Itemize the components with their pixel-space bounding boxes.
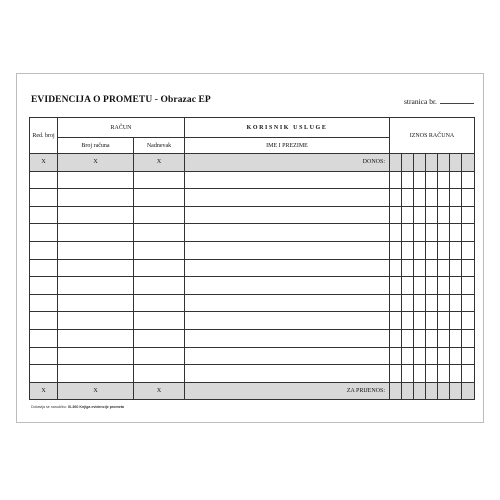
header-broj-racuna: Broj računa	[58, 138, 134, 154]
table-row	[30, 206, 475, 224]
amount-cell[interactable]	[414, 206, 426, 224]
amount-cell[interactable]	[426, 365, 438, 383]
donos-amount-cell[interactable]	[450, 154, 462, 172]
donos-x-broj: X	[58, 154, 134, 172]
ime-prezime-cell[interactable]	[185, 189, 390, 207]
amount-cell[interactable]	[438, 312, 450, 330]
amount-cell[interactable]	[402, 277, 414, 295]
amount-cell[interactable]	[402, 224, 414, 242]
amount-cell[interactable]	[450, 294, 462, 312]
amount-cell[interactable]	[462, 347, 475, 365]
record-table	[29, 117, 475, 400]
amount-cell[interactable]	[462, 312, 475, 330]
header-iznos-racuna: IZNOS RAČUNA	[390, 118, 475, 154]
amount-cell[interactable]	[450, 171, 462, 189]
amount-cell[interactable]	[426, 224, 438, 242]
amount-cell[interactable]	[414, 171, 426, 189]
ime-prezime-cell[interactable]	[185, 329, 390, 347]
amount-cell[interactable]	[426, 277, 438, 295]
footnote-prefix: Dobavlja se narudžbu:	[31, 405, 67, 409]
table-row	[30, 189, 475, 207]
prijenos-row	[30, 382, 475, 400]
amount-cell[interactable]	[414, 241, 426, 259]
red-broj-cell[interactable]	[30, 347, 58, 365]
donos-amount-cell[interactable]	[426, 154, 438, 172]
amount-cell[interactable]	[402, 294, 414, 312]
broj-racuna-cell[interactable]	[58, 347, 134, 365]
amount-cell[interactable]	[402, 259, 414, 277]
broj-racuna-cell[interactable]	[58, 171, 134, 189]
broj-racuna-cell[interactable]	[58, 224, 134, 242]
nadnevak-cell[interactable]	[134, 312, 185, 330]
amount-cell[interactable]	[402, 241, 414, 259]
amount-cell[interactable]	[462, 206, 475, 224]
header-red-broj: Red. broj	[30, 118, 58, 154]
amount-cell[interactable]	[390, 277, 402, 295]
prijenos-x-red: X	[30, 382, 58, 400]
nadnevak-cell[interactable]	[134, 171, 185, 189]
amount-cell[interactable]	[390, 206, 402, 224]
table-row	[30, 171, 475, 189]
nadnevak-cell[interactable]	[134, 294, 185, 312]
donos-amount-cell[interactable]	[414, 154, 426, 172]
amount-cell[interactable]	[462, 365, 475, 383]
amount-cell[interactable]	[414, 294, 426, 312]
entry-rows	[30, 171, 475, 382]
amount-cell[interactable]	[438, 189, 450, 207]
nadnevak-cell[interactable]	[134, 224, 185, 242]
amount-cell[interactable]	[390, 347, 402, 365]
red-broj-cell[interactable]	[30, 365, 58, 383]
broj-racuna-cell[interactable]	[58, 241, 134, 259]
donos-amount-cell[interactable]	[438, 154, 450, 172]
nadnevak-cell[interactable]	[134, 206, 185, 224]
donos-x-nadnevak: X	[134, 154, 185, 172]
red-broj-cell[interactable]	[30, 277, 58, 295]
red-broj-cell[interactable]	[30, 224, 58, 242]
amount-cell[interactable]	[462, 224, 475, 242]
amount-cell[interactable]	[426, 241, 438, 259]
red-broj-cell[interactable]	[30, 294, 58, 312]
red-broj-cell[interactable]	[30, 189, 58, 207]
table-row	[30, 312, 475, 330]
amount-cell[interactable]	[390, 294, 402, 312]
amount-cell[interactable]	[426, 294, 438, 312]
broj-racuna-cell[interactable]	[58, 329, 134, 347]
nadnevak-cell[interactable]	[134, 241, 185, 259]
ime-prezime-cell[interactable]	[185, 241, 390, 259]
amount-cell[interactable]	[426, 171, 438, 189]
broj-racuna-cell[interactable]	[58, 312, 134, 330]
table-row	[30, 241, 475, 259]
footnote	[31, 405, 124, 409]
prijenos-amount-cell[interactable]	[414, 382, 426, 400]
amount-cell[interactable]	[462, 241, 475, 259]
amount-cell[interactable]	[462, 277, 475, 295]
amount-cell[interactable]	[414, 189, 426, 207]
ime-prezime-cell[interactable]	[185, 365, 390, 383]
amount-cell[interactable]	[390, 259, 402, 277]
amount-cell[interactable]	[438, 241, 450, 259]
amount-cell[interactable]	[414, 365, 426, 383]
amount-cell[interactable]	[426, 206, 438, 224]
donos-amount-cell[interactable]	[402, 154, 414, 172]
header-ime-prezime: IME I PREZIME	[185, 138, 390, 154]
prijenos-amount-cell[interactable]	[402, 382, 414, 400]
donos-amount-cell[interactable]	[390, 154, 402, 172]
table-row	[30, 365, 475, 383]
amount-cell[interactable]	[426, 189, 438, 207]
amount-cell[interactable]	[450, 241, 462, 259]
amount-cell[interactable]	[390, 224, 402, 242]
amount-cell[interactable]	[438, 224, 450, 242]
amount-cell[interactable]	[450, 277, 462, 295]
ime-prezime-cell[interactable]	[185, 312, 390, 330]
amount-cell[interactable]	[402, 206, 414, 224]
header-korisnik-usluge: KORISNIK USLUGE	[185, 118, 390, 138]
broj-racuna-cell[interactable]	[58, 189, 134, 207]
prijenos-x-broj: X	[58, 382, 134, 400]
donos-x-red: X	[30, 154, 58, 172]
amount-cell[interactable]	[438, 171, 450, 189]
amount-cell[interactable]	[390, 312, 402, 330]
prijenos-x-nadnevak: X	[134, 382, 185, 400]
broj-racuna-cell[interactable]	[58, 365, 134, 383]
table-row	[30, 224, 475, 242]
amount-cell[interactable]	[426, 347, 438, 365]
ime-prezime-cell[interactable]	[185, 294, 390, 312]
amount-cell[interactable]	[450, 347, 462, 365]
amount-cell[interactable]	[414, 259, 426, 277]
amount-cell[interactable]	[402, 329, 414, 347]
prijenos-amount-cell[interactable]	[426, 382, 438, 400]
nadnevak-cell[interactable]	[134, 277, 185, 295]
header-racun: RAČUN	[58, 118, 185, 138]
ime-prezime-cell[interactable]	[185, 259, 390, 277]
nadnevak-cell[interactable]	[134, 365, 185, 383]
amount-cell[interactable]	[426, 312, 438, 330]
amount-cell[interactable]	[450, 259, 462, 277]
amount-cell[interactable]	[438, 365, 450, 383]
broj-racuna-cell[interactable]	[58, 277, 134, 295]
amount-cell[interactable]	[390, 171, 402, 189]
amount-cell[interactable]	[438, 329, 450, 347]
amount-cell[interactable]	[450, 365, 462, 383]
page-number-label: stranica br.	[404, 97, 437, 106]
amount-cell[interactable]	[450, 312, 462, 330]
donos-row	[30, 154, 475, 172]
amount-cell[interactable]	[450, 206, 462, 224]
amount-cell[interactable]	[462, 294, 475, 312]
donos-label: DONOS:	[185, 154, 390, 172]
amount-cell[interactable]	[414, 312, 426, 330]
donos-amount-cell[interactable]	[462, 154, 475, 172]
amount-cell[interactable]	[402, 365, 414, 383]
prijenos-amount-cell[interactable]	[462, 382, 475, 400]
prijenos-amount-cell[interactable]	[438, 382, 450, 400]
red-broj-cell[interactable]	[30, 329, 58, 347]
ime-prezime-cell[interactable]	[185, 206, 390, 224]
broj-racuna-cell[interactable]	[58, 294, 134, 312]
page-number-blank[interactable]	[440, 96, 474, 104]
nadnevak-cell[interactable]	[134, 347, 185, 365]
amount-cell[interactable]	[462, 259, 475, 277]
amount-cell[interactable]	[450, 329, 462, 347]
amount-cell[interactable]	[414, 277, 426, 295]
broj-racuna-cell[interactable]	[58, 259, 134, 277]
red-broj-cell[interactable]	[30, 171, 58, 189]
nadnevak-cell[interactable]	[134, 259, 185, 277]
amount-cell[interactable]	[438, 277, 450, 295]
amount-cell[interactable]	[402, 189, 414, 207]
table-row	[30, 294, 475, 312]
prijenos-amount-cell[interactable]	[390, 382, 402, 400]
table-row	[30, 259, 475, 277]
header-nadnevak: Nadnevak	[134, 138, 185, 154]
table-row	[30, 329, 475, 347]
ime-prezime-cell[interactable]	[185, 224, 390, 242]
page-number-field	[404, 96, 474, 106]
amount-cell[interactable]	[426, 259, 438, 277]
nadnevak-cell[interactable]	[134, 189, 185, 207]
ime-prezime-cell[interactable]	[185, 171, 390, 189]
broj-racuna-cell[interactable]	[58, 206, 134, 224]
amount-cell[interactable]	[390, 365, 402, 383]
amount-cell[interactable]	[414, 329, 426, 347]
amount-cell[interactable]	[438, 259, 450, 277]
amount-cell[interactable]	[438, 294, 450, 312]
ime-prezime-cell[interactable]	[185, 277, 390, 295]
ime-prezime-cell[interactable]	[185, 347, 390, 365]
amount-cell[interactable]	[414, 224, 426, 242]
red-broj-cell[interactable]	[30, 312, 58, 330]
prijenos-label: ZA PRIJENOS:	[185, 382, 390, 400]
form-title: EVIDENCIJA O PROMETU - Obrazac EP	[31, 95, 211, 105]
amount-cell[interactable]	[438, 347, 450, 365]
amount-cell[interactable]	[450, 224, 462, 242]
amount-cell[interactable]	[450, 189, 462, 207]
amount-cell[interactable]	[438, 206, 450, 224]
prijenos-amount-cell[interactable]	[450, 382, 462, 400]
nadnevak-cell[interactable]	[134, 329, 185, 347]
amount-cell[interactable]	[414, 347, 426, 365]
amount-cell[interactable]	[390, 241, 402, 259]
amount-cell[interactable]	[462, 329, 475, 347]
amount-cell[interactable]	[402, 171, 414, 189]
amount-cell[interactable]	[402, 347, 414, 365]
amount-cell[interactable]	[462, 189, 475, 207]
red-broj-cell[interactable]	[30, 206, 58, 224]
amount-cell[interactable]	[402, 312, 414, 330]
red-broj-cell[interactable]	[30, 259, 58, 277]
footnote-code: IX-360 Knjiga evidencije prometa	[67, 405, 124, 409]
amount-cell[interactable]	[462, 171, 475, 189]
amount-cell[interactable]	[390, 329, 402, 347]
table-row	[30, 347, 475, 365]
amount-cell[interactable]	[426, 329, 438, 347]
table-row	[30, 277, 475, 295]
amount-cell[interactable]	[390, 189, 402, 207]
red-broj-cell[interactable]	[30, 241, 58, 259]
